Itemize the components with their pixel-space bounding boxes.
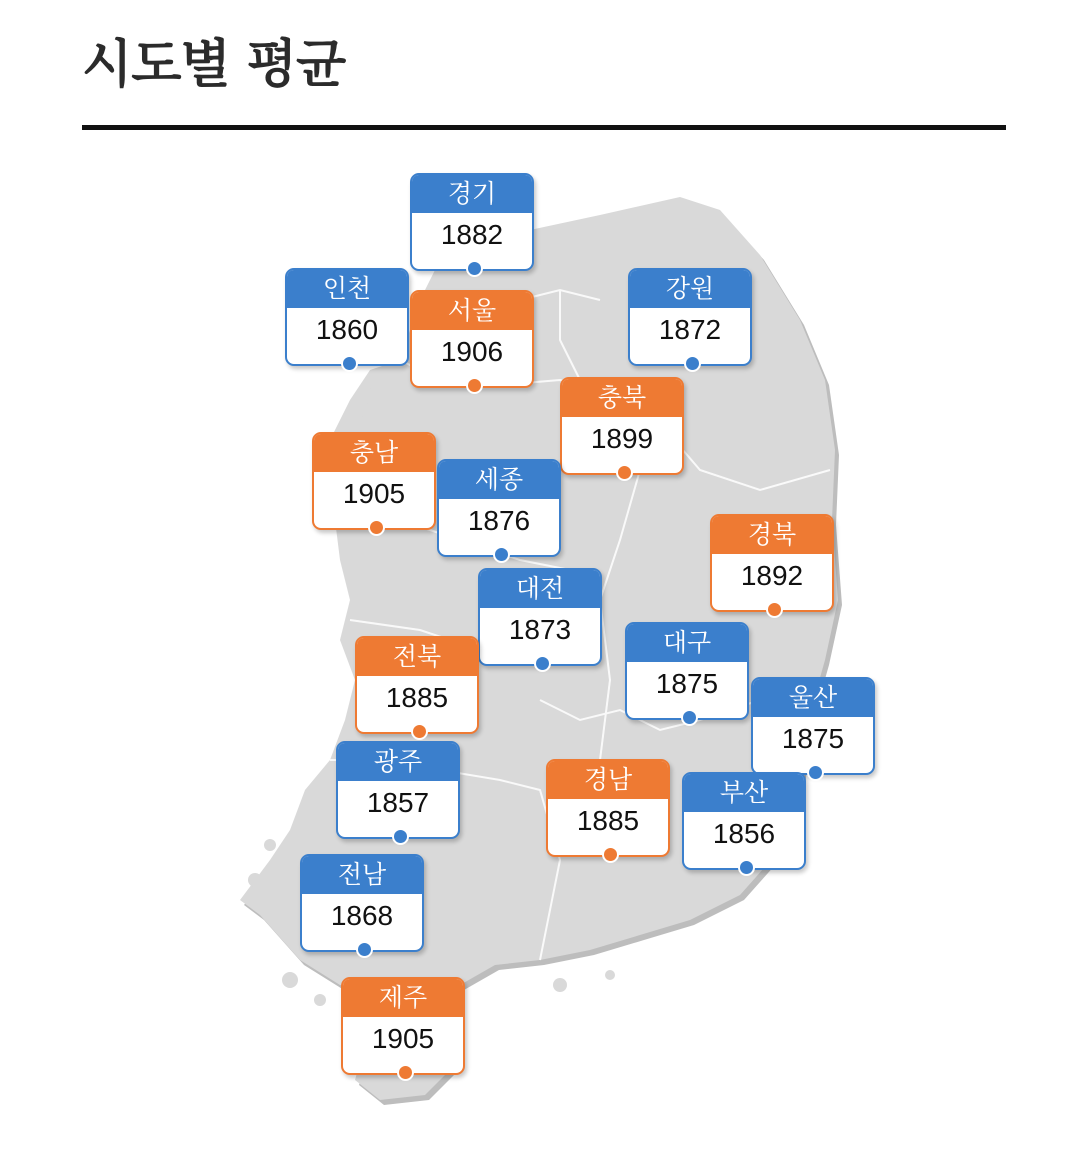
region-card-incheon[interactable] <box>285 268 409 366</box>
region-card-seoul[interactable] <box>410 290 534 388</box>
region-value: 1872 <box>658 314 722 345</box>
region-value: 1860 <box>315 314 379 345</box>
region-value: 1873 <box>508 614 572 645</box>
location-dot-icon <box>466 377 483 394</box>
region-value: 1868 <box>330 900 394 931</box>
location-dot-icon <box>738 859 755 876</box>
page-title: 시도별 평균 <box>82 35 346 95</box>
region-card-jeju[interactable] <box>341 977 465 1075</box>
location-dot-icon <box>341 355 358 372</box>
location-dot-icon <box>493 546 510 563</box>
location-dot-icon <box>602 846 619 863</box>
region-name: 인천 <box>287 270 407 308</box>
region-value: 1856 <box>712 818 776 849</box>
region-card-daegu[interactable] <box>625 622 749 720</box>
region-name: 경기 <box>412 175 532 213</box>
region-value: 1905 <box>342 478 406 509</box>
region-name: 충북 <box>562 379 682 417</box>
location-dot-icon <box>807 764 824 781</box>
region-value: 1885 <box>385 682 449 713</box>
location-dot-icon <box>392 828 409 845</box>
location-dot-icon <box>368 519 385 536</box>
region-value: 1876 <box>467 505 531 536</box>
region-card-busan[interactable] <box>682 772 806 870</box>
region-name: 서울 <box>412 292 532 330</box>
region-name: 충남 <box>314 434 434 472</box>
region-name: 부산 <box>684 774 804 812</box>
region-value: 1857 <box>366 787 430 818</box>
region-value: 1906 <box>440 336 504 367</box>
region-name: 강원 <box>630 270 750 308</box>
region-card-gangwon[interactable] <box>628 268 752 366</box>
region-card-daejeon[interactable] <box>478 568 602 666</box>
location-dot-icon <box>684 355 701 372</box>
region-card-sejong[interactable] <box>437 459 561 557</box>
region-name: 대전 <box>480 570 600 608</box>
region-value: 1905 <box>371 1023 435 1054</box>
region-value: 1882 <box>440 219 504 250</box>
region-value: 1892 <box>740 560 804 591</box>
region-name: 광주 <box>338 743 458 781</box>
region-value: 1875 <box>781 723 845 754</box>
location-dot-icon <box>466 260 483 277</box>
region-card-ulsan[interactable] <box>751 677 875 775</box>
region-card-gyeongbuk[interactable] <box>710 514 834 612</box>
region-value: 1885 <box>576 805 640 836</box>
region-value: 1899 <box>590 423 654 454</box>
location-dot-icon <box>411 723 428 740</box>
region-name: 세종 <box>439 461 559 499</box>
location-dot-icon <box>766 601 783 618</box>
region-card-gyeonggi[interactable] <box>410 173 534 271</box>
region-value: 1875 <box>655 668 719 699</box>
region-name: 대구 <box>627 624 747 662</box>
region-name: 전남 <box>302 856 422 894</box>
location-dot-icon <box>356 941 373 958</box>
region-name: 경북 <box>712 516 832 554</box>
location-dot-icon <box>534 655 551 672</box>
region-card-chungnam[interactable] <box>312 432 436 530</box>
region-card-chungbuk[interactable] <box>560 377 684 475</box>
region-card-gyeongnam[interactable] <box>546 759 670 857</box>
region-card-jeonnam[interactable] <box>300 854 424 952</box>
location-dot-icon <box>616 464 633 481</box>
location-dot-icon <box>681 709 698 726</box>
location-dot-icon <box>397 1064 414 1081</box>
region-name: 제주 <box>343 979 463 1017</box>
region-name: 경남 <box>548 761 668 799</box>
region-name: 울산 <box>753 679 873 717</box>
region-name: 전북 <box>357 638 477 676</box>
region-card-jeonbuk[interactable] <box>355 636 479 734</box>
region-card-gwangju[interactable] <box>336 741 460 839</box>
